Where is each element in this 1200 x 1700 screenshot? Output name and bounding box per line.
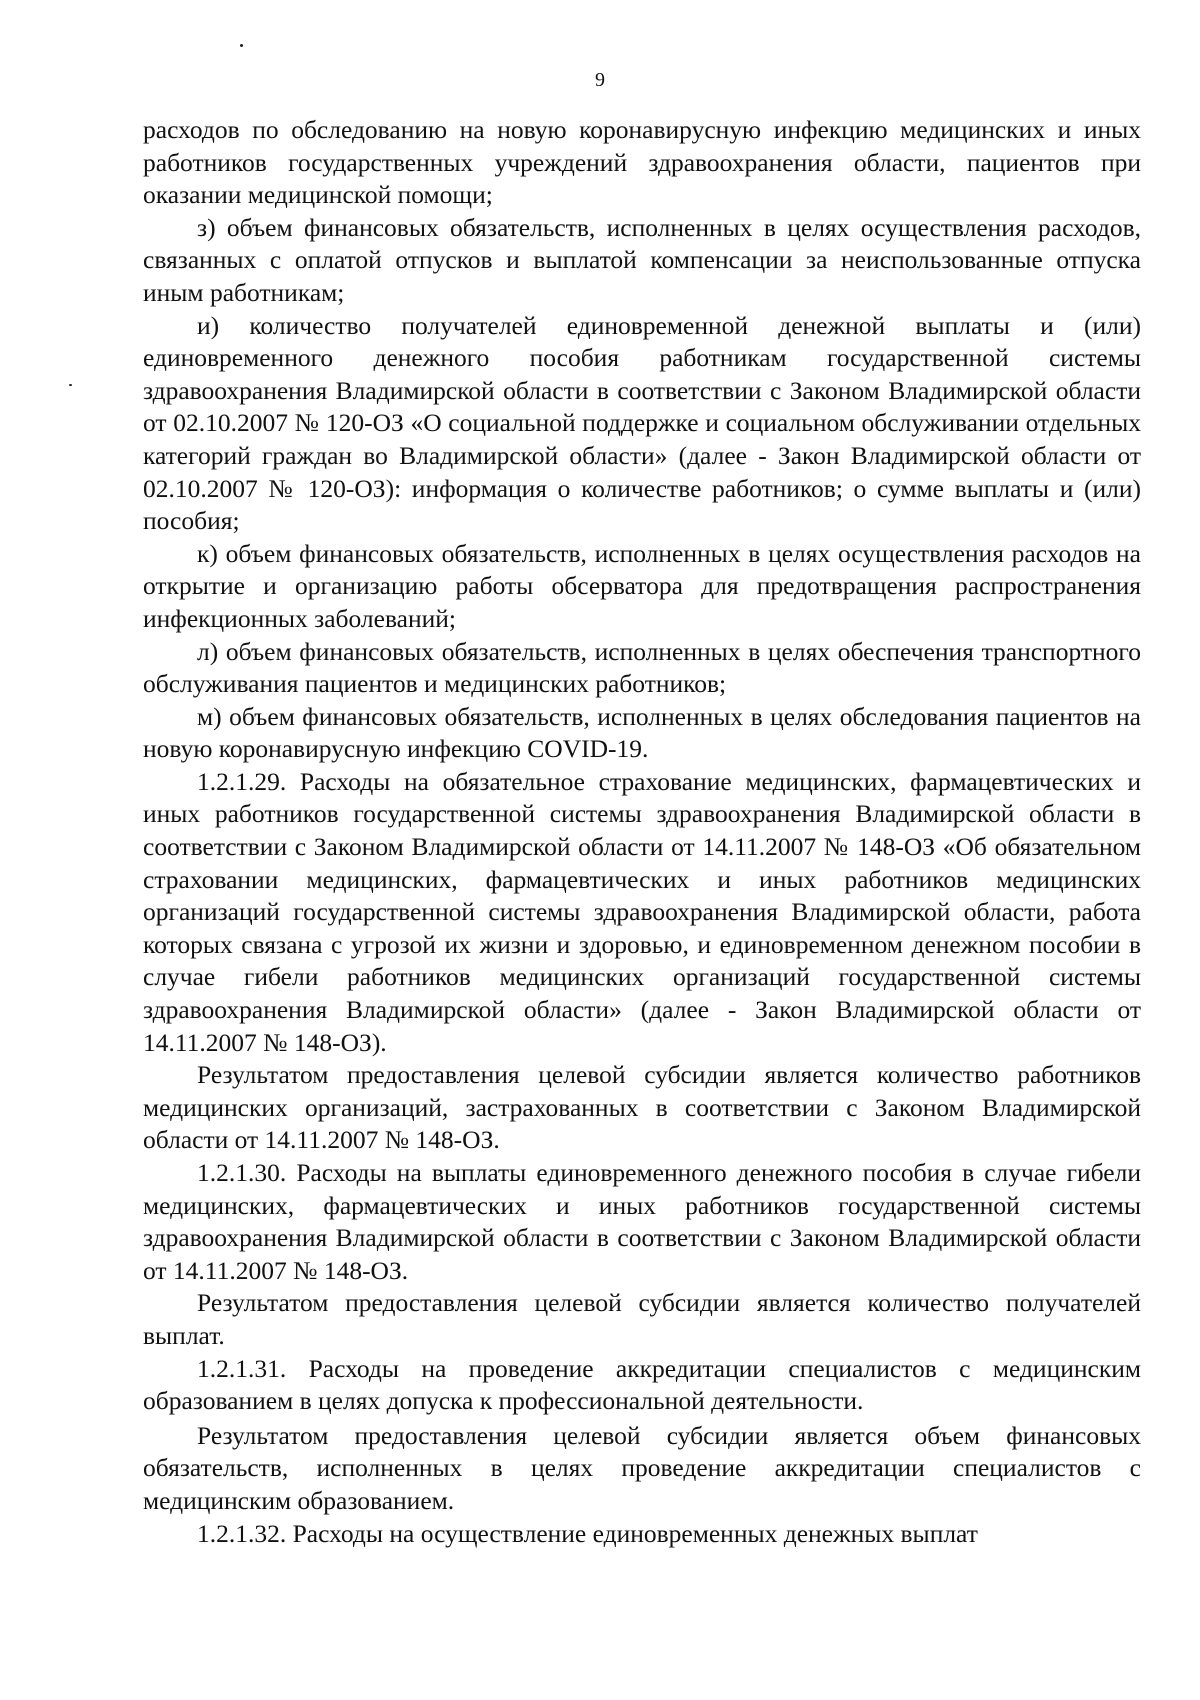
paragraph-result-31: Результатом предоставления целевой субсидии является объем финансовых обязательств, исполненных в целях проведение аккредитации специалистов с медицинским образованием. [143,1420,1141,1515]
scan-speck [240,44,243,47]
page-number: 9 [595,69,605,91]
paragraph-result-30: Результатом предоставления целевой субсидии является количество получателей выплат. [143,1288,1141,1350]
paragraph-item-l: л) объем финансовых обязательств, исполненных в целях обеспечения транспортного обслуживания пациентов и медицинских работников; [143,636,1141,699]
paragraph-1-2-1-30: 1.2.1.30. Расходы на выплаты единовременного денежного пособия в случае гибели медицинских, фармацевтических и иных работников государственной системы здравоохранения Владимирской области в соответствии с Законом Владимирской области от 14.11.2007 № 148-ОЗ. [143,1158,1141,1285]
paragraph-item-i: и) количество получателей единовременной денежной выплаты и (или) единовременного денежного пособия работникам государственной системы здравоохранения Владимирской области в соответствии с Законом Владимирской области от 02.10.2007 № 120-ОЗ «О социальной поддержке и социальном обслуживании отдельных категорий граждан во Владимирской области» (далее - Закон Владимирской области от 02.10.2007 № 120-ОЗ): информация о количестве работников; о сумме выплаты и (или) пособия; [143,310,1141,536]
paragraph-item-k: к) объем финансовых обязательств, исполненных в целях осуществления расходов на открытие и организацию работы обсерватора для предотвращения распространения инфекционных заболеваний; [143,538,1141,633]
paragraph-item-z: з) объем финансовых обязательств, исполненных в целях осуществления расходов, связанных с оплатой отпусков и выплатой компенсации за неиспользованные отпуска иным работникам; [143,212,1141,307]
document-body [143,114,1141,1550]
paragraph-1-2-1-29: 1.2.1.29. Расходы на обязательное страхование медицинских, фармацевтических и иных работников государственной системы здравоохранения Владимирской области в соответствии с Законом Владимирской области от 14.11.2007 № 148-ОЗ «Об обязательном страховании медицинских, фармацевтических и иных работников медицинских организаций государственной системы здравоохранения Владимирской области, работа которых связана с угрозой их жизни и здоровью, и единовременном денежном пособии в случае гибели работников медицинских организаций государственной системы здравоохранения Владимирской области» (далее - Закон Владимирской области от 14.11.2007 № 148-ОЗ). [143,766,1141,1057]
paragraph-result-29: Результатом предоставления целевой субсидии является количество работников медицинских организаций, застрахованных в соответствии с Законом Владимирской области от 14.11.2007 № 148-ОЗ. [143,1060,1141,1155]
paragraph-1-2-1-32: 1.2.1.32. Расходы на осуществление единовременных денежных выплат [197,1518,978,1548]
paragraph-1-2-1-31: 1.2.1.31. Расходы на проведение аккредитации специалистов с медицинским образованием в целях допуска к профессиональной деятельности. [143,1353,1141,1416]
paragraph-continuation: расходов по обследованию на новую коронавирусную инфекцию медицинских и иных работников государственных учреждений здравоохранения области, пациентов при оказании медицинской помощи; [143,115,1141,210]
scan-speck [69,384,72,386]
paragraph-item-m: м) объем финансовых обязательств, исполненных в целях обследования пациентов на новую коронавирусную инфекцию COVID-19. [143,701,1141,764]
